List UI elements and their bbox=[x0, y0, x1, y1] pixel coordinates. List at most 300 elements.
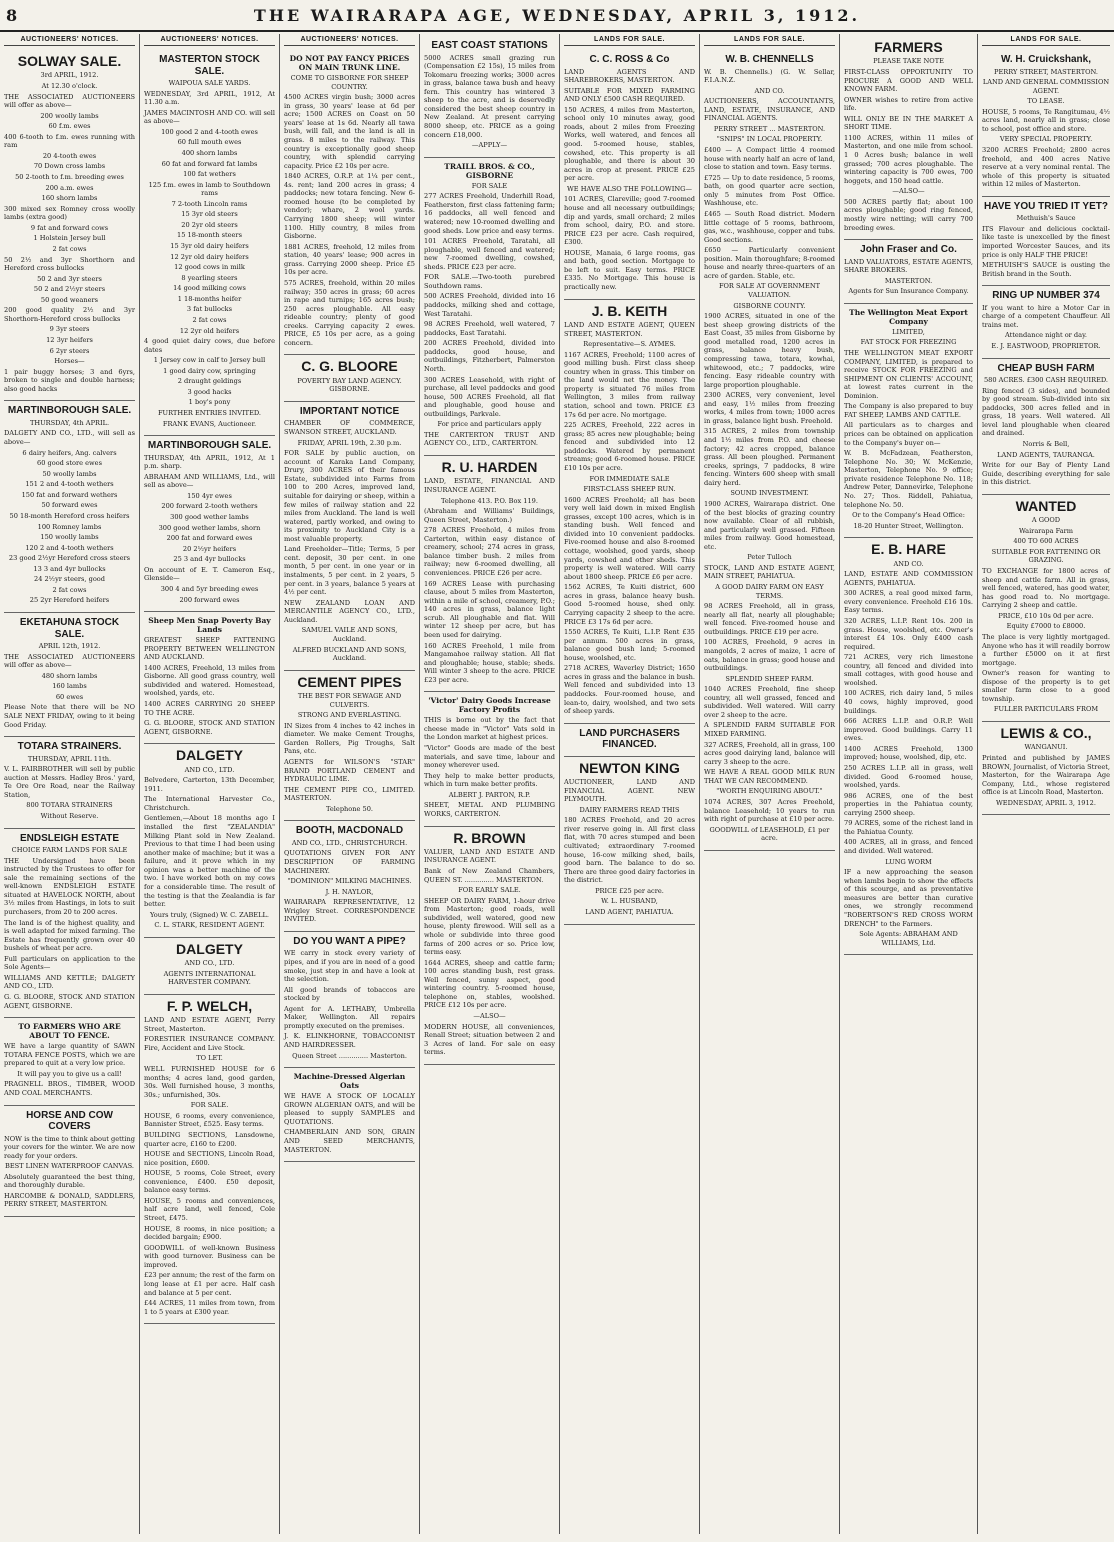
ad-text: 1 boy's pony bbox=[188, 398, 231, 407]
ad-text: 70 Down cross lambs bbox=[33, 162, 106, 171]
ad-text: FORESTIER INSURANCE COMPANY. Fire, Accident and Live Stock. bbox=[144, 1035, 275, 1052]
ad-text: 50 2-tooth to f.m. breeding ewes bbox=[15, 173, 124, 182]
ad-text: LAND, ESTATE AND COMMISSION AGENTS, PAHIATUA. bbox=[844, 570, 973, 587]
ad-text: LAND AND ESTATE AGENT, Perry Street, Masterton. bbox=[144, 1016, 275, 1033]
ad-heading: J. B. KEITH bbox=[591, 302, 668, 319]
ad-text: W. B. McFadzean, Featherston, Telephone No. 30; W. McKenzie, Masterton, Telephone No. 9 office; private residence Telephone No. 118; Andrew Peter, Dannevirke, Telephone No. 27; Thos. Riddell, Pahiatua, telephone No. 50. bbox=[844, 449, 973, 509]
ad-text: POVERTY BAY LAND AGENCY. GISBORNE. bbox=[297, 376, 402, 394]
ad-text: 6 dairy heifers, Ang. calvers bbox=[22, 448, 117, 457]
ad-text: 1644 ACRES, sheep and cattle farm; 100 acres standing bush, rest grass. Well fenced, sunny aspect, good wintering country. 5-roomed house, telephone on, stables, woolshed. PRICE £12 10s per acre. bbox=[424, 958, 555, 1010]
ad-text: FIRST-CLASS SHEEP RUN. bbox=[583, 485, 676, 494]
ad-text: 50 2½ and 3yr Shorthorn and Hereford cross bullocks bbox=[4, 255, 135, 273]
ad-text: The place is very lightly mortgaged. Anyone who has it will readily borrow a further £5000 on it at first mortgage. bbox=[982, 632, 1110, 667]
ad-text: G. G. BLOORE, STOCK AND STATION AGENT, GISBORNE. bbox=[4, 993, 135, 1010]
ad-text: FOR SALE.—Two-tooth purebred Southdown rams. bbox=[424, 273, 555, 290]
ad-text: IF a new approaching the season when lambs begin to show the effects of this scourge, and as preventative measures are better than curative ones, we strongly recommend "ROBERTSON'S RED CROSS WORM DRENCH" to the Farmers. bbox=[844, 868, 973, 928]
advertisement bbox=[4, 50, 135, 401]
ad-text: AUCTIONEER, LAND AND FINANCIAL AGENT. NEW PLYMOUTH. bbox=[564, 778, 695, 804]
ad-text: 200 ACRES Freehold, divided into paddocks, good house, and outbuildings, Fitzherbert, Palmerston North. bbox=[424, 339, 555, 373]
ad-text: Or to the Company's Head Office: bbox=[852, 511, 965, 520]
ad-text: PLEASE TAKE NOTE bbox=[873, 57, 944, 66]
ad-text: 400 shorn lambs bbox=[181, 148, 238, 157]
ad-text: 4 good quiet dairy cows, due before dates bbox=[144, 337, 275, 354]
ad-text: 721 ACRES, very rich limestone country, all fenced and divided into small cottages, with good house and woolshed. bbox=[844, 653, 973, 687]
ad-heading: 'Victor' Dairy Goods Increase Factory Profits bbox=[428, 696, 551, 715]
ad-text: WE have a large quantity of SAWN TOTARA FENCE POSTS, which we are prepared to quit at a very low price. bbox=[4, 1042, 135, 1068]
ad-text: LAND AGENTS, TAURANGA. bbox=[997, 450, 1095, 459]
ad-text: 1900 ACRES, Wairarapa district. One of the best blocks of grazing country now available. Clear of all rubbish, and particularly well grassed. Fifteen miles from railway. Good homestead, etc. bbox=[704, 499, 835, 551]
ad-text: NOW is the time to think about getting your covers for the winter. We are now ready for your orders. bbox=[4, 1134, 135, 1160]
ad-text: V. L. FAIRBROTHER will sell by public auction at Messrs. Hadley Bros.' yard, Te Ore Ore Road, near the Railway Station, bbox=[4, 765, 135, 799]
ad-text: WAIRARAPA REPRESENTATIVE, 12 Wrigley Street. CORRESPONDENCE INVITED. bbox=[284, 898, 415, 924]
ad-text: (Abraham and Williams' Buildings, Queen Street, Masterton.) bbox=[424, 507, 555, 524]
ad-text: LAND VALUATORS, ESTATE AGENTS, SHARE BROKERS. bbox=[844, 257, 973, 275]
ad-text: PRAGNELL BROS., TIMBER, WOOD AND COAL MERCHANTS. bbox=[4, 1080, 135, 1097]
advertisement bbox=[284, 932, 415, 1068]
ad-text: "DOMINION" MILKING MACHINES. bbox=[287, 877, 412, 886]
ad-text: THE CEMENT PIPE CO., LIMITED. MASTERTON. bbox=[284, 785, 415, 803]
ad-text: Wairarapa Farm bbox=[1018, 526, 1074, 535]
ad-heading: NEWTON KING bbox=[579, 759, 680, 776]
ad-text: THURSDAY, 4th APRIL, 1912, At 1 p.m. sharp. bbox=[144, 453, 275, 471]
ad-heading: C. G. BLOORE bbox=[301, 358, 398, 375]
ad-text: 79 ACRES, some of the richest land in the Pahiatua County. bbox=[844, 819, 973, 836]
ad-text: 160 lambs bbox=[52, 682, 87, 691]
ad-text: 3200 ACRES Freehold; 2800 acres freehold, and 400 acres Native reserve at a very nominal rental. The whole of this property is situated within 12 miles of Masterton. bbox=[982, 146, 1110, 189]
ad-text: 100 ACRES, rich dairy land, 5 miles 40 cows, highly improved, good buildings. bbox=[844, 689, 973, 715]
advertisement bbox=[564, 757, 695, 925]
ad-text: The International Harvester Co., Christchurch. bbox=[144, 795, 275, 812]
ad-text: 1 Holstein Jersey bull bbox=[33, 234, 106, 243]
ad-text: 1400 ACRES Freehold, 1300 improved; house, woolshed, dip, etc. bbox=[844, 744, 973, 762]
ad-text: 1900 ACRES, situated in one of the best sheep growing districts of the East Coast, 35 miles from Gisborne by good metalled road, 1200 acres in grass, balance heavy bush, compressing tawa, totara, kowhai, whitewood, etc.; 7 paddocks, wire fencing. Easy rideable country with large proportion ploughable. bbox=[704, 312, 835, 389]
ad-text: G. G. BLOORE, STOCK AND STATION AGENT, GISBORNE. bbox=[144, 719, 275, 736]
ad-text: LIMITED, bbox=[892, 327, 925, 336]
ad-text: 250 ACRES L.I.P. all in grass, well divided. Good 6-roomed house, woolshed, yards. bbox=[844, 763, 973, 790]
ad-heading: IMPORTANT NOTICE bbox=[299, 405, 400, 417]
ad-text: Belvedere, Carterton, 13th December, 1911. bbox=[144, 776, 275, 793]
ad-text: Absolutely guaranteed the best thing, and thoroughly durable. bbox=[4, 1172, 135, 1190]
ad-text: GOODWILL of well-known Business with good turnover. Business can be improved. bbox=[144, 1243, 275, 1269]
ad-heading: F. P. WELCH, bbox=[166, 997, 253, 1014]
ad-text: 300 mixed sex Romney cross woolly lambs (extra good) bbox=[4, 204, 135, 222]
ad-text: THE ASSOCIATED AUCTIONEERS will offer as above— bbox=[4, 652, 135, 670]
ad-text: 101 ACRES, Clareville; good 7-roomed house and all necessary outbuildings; dip and yards, small orchard; 2 miles from school, dairy, P.O. and store. PRICE £23 per acre. Cash required, £300. bbox=[564, 195, 695, 247]
ad-text: 1881 ACRES, freehold, 12 miles from station, 40 years' lease; 900 acres in grass. Carrying 2000 sheep. Price £5 10s per acre. bbox=[284, 242, 415, 277]
ad-heading: MASTERTON STOCK SALE. bbox=[159, 54, 260, 77]
ad-text: Owner's reason for wanting to dispose of the property is to get smaller farm close to a good township. bbox=[982, 669, 1110, 703]
ad-text: 480 shorn lambs bbox=[41, 671, 98, 680]
ad-text: SHEET, METAL AND PLUMBING WORKS, CARTERTON. bbox=[424, 801, 555, 818]
ad-text: WELL FURNISHED HOUSE for 6 months; 4 acres land, good garden, 30s. Well furnished house, 3 months, 30s.; unfurnished, 30s. bbox=[144, 1065, 275, 1099]
ad-text: 2 fat cows bbox=[52, 585, 87, 594]
column-5 bbox=[560, 34, 700, 1534]
column-header: LANDS FOR SALE. bbox=[704, 36, 835, 46]
ad-text: 1562 ACRES, Te Kuiti district, 600 acres in grass, balance heavy bush. Good 5-roomed house, shed only. Carrying capacity 2 sheep to the acre. PRICE £3 17s 6d per acre. bbox=[564, 583, 695, 626]
ad-text: 2 fat cows bbox=[192, 315, 227, 324]
ad-text: Norris & Bell, bbox=[1022, 440, 1070, 448]
ad-text: Ring fenced (3 sides), and bounded by good stream. Sub-divided into six paddocks, 300 acres felled and in grass, 18 years. Well watered. All level land ploughable when cleared and drained. bbox=[982, 386, 1110, 438]
ad-text: 151 2 and 4-tooth wethers bbox=[25, 480, 114, 489]
ad-text: ITS Flavour and delicious cocktail-like taste is unexcelled by the finest imported Worcester Sauces, and its price is only HALF THE PRICE! bbox=[982, 224, 1110, 259]
ad-heading: SOLWAY SALE. bbox=[17, 53, 122, 69]
ad-heading: TOTARA STRAINERS. bbox=[17, 741, 122, 753]
ad-text: AND CO., LTD. bbox=[184, 765, 235, 774]
ad-text: 400 TO 600 ACRES bbox=[1013, 537, 1079, 546]
ad-text: 1550 ACRES, Te Kuiti, L.I.P. Rent £35 per annum. 500 acres in grass, balance good bush land; 5-roomed house, woolshed, etc. bbox=[564, 628, 695, 662]
ad-text: LAND AGENT, PAHIATUA. bbox=[585, 907, 674, 916]
ad-text: DALGETY AND CO., LTD., will sell as above— bbox=[4, 429, 135, 447]
ad-text: CHAMBER OF COMMERCE, SWANSON STREET, AUCKLAND. bbox=[284, 419, 415, 437]
ad-text: FRANK EVANS, Auctioneer. bbox=[162, 419, 257, 428]
ad-heading: W. B. CHENNELLS bbox=[725, 54, 814, 65]
ad-heading: E. B. HARE bbox=[871, 541, 946, 558]
ad-text: SPLENDID SHEEP FARM. bbox=[725, 674, 814, 683]
ad-text: HOUSE, Manaia, 6 large rooms, gas and bath, good section. Mortgage to be left to suit. Easy terms. PRICE £335. No Mortgage. This house is practically new. bbox=[564, 248, 695, 291]
ad-text: 327 ACRES, Freehold, all in grass, 100 acres good dairying land, balance will carry 3 sheep to the acre. bbox=[704, 740, 835, 766]
column-6 bbox=[700, 34, 840, 1534]
ad-heading: R. BROWN bbox=[453, 829, 526, 846]
advertisement bbox=[4, 401, 135, 613]
ad-text: 278 ACRES Freehold, 4 miles from Carterton, within easy distance of creamery, school; 274 acres in grass, balance timber bush. 2 miles from railway; new 6-roomed dwelling, all conveniences. PRICE £26 per acre. bbox=[424, 526, 555, 578]
ad-text: THURSDAY, 4th APRIL. bbox=[29, 418, 110, 427]
advertisement bbox=[982, 50, 1110, 197]
ad-heading: DALGETY bbox=[176, 940, 243, 957]
ad-text: Horses— bbox=[54, 357, 85, 366]
ad-text: 50 18-month Hereford cross heifers bbox=[9, 511, 130, 520]
ad-text: 200 good quality 2½ and 3yr Shorthorn-Hereford cross bullocks bbox=[4, 306, 135, 323]
advertisement bbox=[284, 821, 415, 932]
ad-text: CHAMBERLAIN AND SON, GRAIN AND SEED MERCHANTS, MASTERTON. bbox=[284, 1128, 415, 1154]
ad-text: Peter Tulloch bbox=[747, 553, 792, 562]
ad-heading: Sheep Men Snap Poverty Bay Lands bbox=[148, 616, 271, 635]
ad-heading: RING UP NUMBER 374 bbox=[992, 290, 1100, 302]
ad-text: 15 18-month steers bbox=[177, 231, 242, 240]
ad-text: 15 3yr old dairy heifers bbox=[170, 242, 249, 250]
ad-text: 1600 ACRES Freehold; all has been very well laid down in mixed English grasses, except 100 acres, which is in standing bush. Well fenced and divided into 10 convenient paddocks. Five-roomed house and also 8-roomed cottage, woolshed, good yards, sheep yards, cowshed and other sheds. This property is well watered. Will carry about 1800 sheep. PRICE £6 per acre. bbox=[564, 495, 695, 581]
ad-text: VERY SPECIAL PROPERTY. bbox=[999, 135, 1093, 144]
ad-text: Representative—S. AYMES. bbox=[583, 340, 676, 349]
ad-text: CHOICE FARM LANDS FOR SALE bbox=[11, 846, 128, 855]
ad-text: 101 ACRES Freehold, Taratahi, all ploughable, well fenced and watered; new 7-roomed dwelling, cowshed, sheds. PRICE £23 per acre. bbox=[424, 237, 555, 271]
ad-text: Agents for Sun Insurance Company. bbox=[848, 287, 969, 296]
ad-text: 98 ACRES Freehold, well watered, 7 paddocks, East Taratahi. bbox=[424, 320, 555, 337]
ad-text: FURTHER ENTRIES INVITED. bbox=[157, 409, 262, 417]
ad-text: 300 ACRES, a real good mixed farm, every convenience. Freehold £16 10s. Easy terms. bbox=[844, 589, 973, 615]
ad-text: 60 fat and forward fat lambs bbox=[161, 159, 258, 168]
newspaper-title: THE WAIRARAPA AGE, WEDNESDAY, APRIL 3, 1912. bbox=[253, 6, 861, 25]
ad-heading: HAVE YOU TRIED IT YET? bbox=[984, 200, 1108, 212]
column-8 bbox=[978, 34, 1114, 1534]
ad-text: 150 fat and forward wethers bbox=[21, 490, 118, 499]
advertisement bbox=[844, 304, 973, 538]
ad-text: On account of E. T. Cameron Esq., Glenside— bbox=[144, 565, 275, 583]
ad-text: 100 fat wethers bbox=[183, 170, 236, 179]
ad-text: 277 ACRES Freehold, Underhill Road, Featherston, first class fattening farm; 16 paddocks, all well fenced and watered; new 10-roomed dwelling and good sheds. Low price and easy terms. bbox=[424, 192, 555, 235]
ad-text: 400 6-tooth to f.m. ewes running with ram bbox=[4, 132, 135, 150]
ad-text: 9 3yr steers bbox=[49, 325, 90, 334]
ad-text: THE WELLINGTON MEAT EXPORT COMPANY, LIMITED, is prepared to receive STOCK FOR FREEZING and SHIPMENT ON CLIENTS' ACCOUNT, at lowest rates current in the Dominion. bbox=[844, 348, 973, 400]
ad-text: ABRAHAM AND WILLIAMS, Ltd., will sell as above— bbox=[144, 472, 275, 490]
ad-heading: DO NOT PAY FANCY PRICES ON MAIN TRUNK LINE. bbox=[289, 54, 410, 72]
advertisement bbox=[424, 158, 555, 456]
ad-text: LAND AND ESTATE AGENT, QUEEN STREET, MASTERTON. bbox=[564, 320, 695, 338]
ad-text: QUOTATIONS GIVEN FOR ANY DESCRIPTION OF FARMING MACHINERY. bbox=[284, 849, 415, 875]
advertisement bbox=[4, 613, 135, 737]
ad-text: 180 ACRES Freehold, and 20 acres river reserve going in. All first class flat, with 70 acres stumped and been cultivated; extraordinary 7-roomed house, 16-cow milking shed, bails, good barn. The balance to do so. There are three good dairy factories in the district. bbox=[564, 816, 695, 885]
advertisement bbox=[844, 240, 973, 304]
ad-text: VALUER, LAND AND ESTATE AND INSURANCE AGENT. bbox=[424, 847, 555, 865]
advertisement bbox=[704, 50, 835, 851]
ad-text: HARCOMBE & DONALD, SADDLERS, PERRY STREET, MASTERTON. bbox=[4, 1191, 135, 1209]
ad-text: 60 f.m. ewes bbox=[48, 122, 91, 131]
ad-text: £725 — Up to date residence, 5 rooms, bath, on good quarter acre section, only 5 minutes from Post Office. Washhouse, etc. bbox=[704, 173, 835, 208]
ad-text: FOR SALE. bbox=[190, 1101, 229, 1110]
ad-text: Without Reserve. bbox=[40, 811, 99, 820]
ad-text: 2 fat cows bbox=[52, 244, 87, 253]
ad-heading: MARTINBOROUGH SALE. bbox=[7, 405, 132, 417]
ad-text: 200 a.m. ewes bbox=[45, 183, 94, 192]
ad-text: FIRST-CLASS OPPORTUNITY TO PROCURE A GOOD AND WELL KNOWN FARM. bbox=[844, 67, 973, 94]
ad-text: TO LEASE. bbox=[1027, 97, 1065, 106]
ad-text: 20 2½yr heifers bbox=[182, 544, 237, 553]
advertisement bbox=[144, 50, 275, 436]
ad-text: At 12.30 o'clock. bbox=[41, 81, 98, 90]
ad-text: 666 ACRES L.I.P. and O.R.P. Well improved. Good buildings. Carry 11 ewes. bbox=[844, 717, 973, 743]
ad-text: 169 ACRES Lease with purchasing clause, about 5 miles from Masterton, within a mile of school, creamery, P.O.; 140 acres in grass, balance light scrub. All ploughable and flat. Will winter 12 sheep per acre, but has been used for dairying. bbox=[424, 579, 555, 639]
ad-text: It will pay you to give us a call! bbox=[17, 1069, 122, 1078]
ad-text: Write for our Bay of Plenty Land Guide, describing everything for sale in this district. bbox=[982, 461, 1110, 487]
ad-text: HOUSE, 8 rooms, in nice position; a decided bargain; £900. bbox=[144, 1224, 275, 1242]
ad-text: THE ASSOCIATED AUCTIONEERS will offer as above— bbox=[4, 92, 135, 110]
advertisement bbox=[982, 495, 1110, 722]
ad-text: 6 2yr steers bbox=[49, 346, 90, 355]
ad-text: 50 forward ewes bbox=[41, 501, 98, 510]
ad-text: LAND, ESTATE, FINANCIAL AND INSURANCE AGENT. bbox=[424, 477, 555, 494]
column-header: AUCTIONEERS' NOTICES. bbox=[284, 36, 415, 46]
ad-text: 14 good milking cows bbox=[173, 284, 246, 293]
advertisement bbox=[982, 197, 1110, 286]
ad-text: Bank of New Zealand Chambers, QUEEN ST. .............. MASTERTON. bbox=[424, 867, 555, 884]
ad-heading: ENDSLEIGH ESTATE bbox=[19, 832, 120, 844]
ad-text: 60 ewes bbox=[55, 692, 84, 701]
ad-text: 4500 ACRES virgin bush; 3000 acres in grass, 30 years' lease at 6d per acre; 1500 ACRES on Coast on 50 years' lease at 1s 6d. Nearly all tawa bush, will fall, and the land is all in grass. 8 miles to the railway. This country is exceptionally good sheep country, with splendid carrying capacity. Price £2 10s per acre. bbox=[284, 93, 415, 170]
ad-text: FOR EARLY SALE. bbox=[458, 886, 521, 895]
advertisement bbox=[284, 1068, 415, 1162]
ad-text: 9 fat and forward cows bbox=[30, 223, 109, 232]
ad-text: 1074 ACRES, 307 Acres Freehold, balance Leasehold; 10 years to run with right of purchase at £10 per acre. bbox=[704, 797, 835, 824]
ad-text: C. L. STARK, RESIDENT AGENT. bbox=[154, 921, 265, 930]
ad-text: 3rd APRIL, 1912. bbox=[40, 71, 99, 80]
ad-text: IN Sizes from 4 inches to 42 inches in diameter. We make Cement Troughs, Garden Rollers, Pig Troughs, Salt Pans, etc. bbox=[284, 721, 415, 756]
column-header: LANDS FOR SALE. bbox=[564, 36, 695, 46]
column-1 bbox=[0, 34, 140, 1534]
ad-text: 300 good wether lambs bbox=[170, 513, 249, 521]
advertisement bbox=[4, 829, 135, 1019]
ad-heading: TRAILL BROS. & CO., GISBORNE bbox=[444, 161, 535, 180]
ad-heading: DALGETY bbox=[176, 747, 243, 764]
ad-text: COME TO GISBORNE FOR SHEEP COUNTRY. bbox=[290, 74, 409, 91]
advertisement bbox=[844, 538, 973, 955]
ad-text: AND CO., LTD. bbox=[184, 959, 235, 968]
ad-text: A SPLENDID FARM SUITABLE FOR MIXED FARMING. bbox=[704, 721, 835, 738]
ad-text: 3 fat bullocks bbox=[186, 305, 233, 314]
ad-text: 400 ACRES, all in grass, and fenced and divided. Well watered. bbox=[844, 838, 973, 856]
ad-text: 986 ACRES, one of the best properties in the Pahiatua county, carrying 2500 sheep. bbox=[844, 791, 973, 817]
ad-text: JAMES MACINTOSH AND CO. will sell as above— bbox=[144, 108, 275, 126]
ad-text: TO EXCHANGE for 1800 acres of sheep and cattle farm. All in grass, well fenced, watered, has good water, has good road to. No mortgage. Carrying 2 sheep and cattle. bbox=[982, 567, 1110, 610]
ad-text: WEDNESDAY, 3rd APRIL, 1912, At 11.30 a.m. bbox=[144, 89, 275, 107]
ad-text: PERRY STREET, MASTERTON. bbox=[994, 67, 1098, 76]
ad-text: WE HAVE A STOCK OF LOCALLY GROWN ALGERIAN OATS, and will be pleased to supply SAMPLES and QUOTATIONS. bbox=[284, 1092, 415, 1126]
ad-text: 100 ACRES, Freehold, 9 acres in mangolds, 2 acres of maize, 1 acre of oats, balance in grass; good house and outbuildings. bbox=[704, 638, 835, 673]
ad-text: BEST LINEN WATERPROOF CANVAS. bbox=[4, 1162, 135, 1171]
ad-text: Printed and published by JAMES BROWN, Journalist, of Victoria Street, Masterton, for the Wairarapa Age Company, Ltd., whose registered office is at Lincoln Road, Masterton. bbox=[982, 753, 1110, 797]
ad-heading: LAND PURCHASERS FINANCED. bbox=[579, 727, 680, 751]
ad-text: SOUND INVESTMENT. bbox=[730, 489, 809, 498]
ad-text: 1 good dairy cow, springing bbox=[163, 366, 256, 375]
ad-text: SAMUEL VAILE AND SONS, Auckland. bbox=[301, 626, 398, 643]
ad-text: —ALSO— bbox=[473, 1012, 506, 1021]
ad-text: GISBORNE COUNTY. bbox=[733, 301, 806, 310]
ad-text: PRICE £25 per acre. bbox=[595, 886, 664, 895]
advertisement bbox=[564, 724, 695, 757]
ad-text: 98 ACRES Freehold, all in grass, nearly all flat, nearly all ploughable; well fenced. Five-roomed house and outbuildings. PRICE £19 per acre. bbox=[704, 602, 835, 636]
ad-text: —APPLY— bbox=[471, 141, 508, 150]
ad-text: METHUISH'S SAUCE is ousting the British brand in the South. bbox=[982, 261, 1110, 278]
advertisement bbox=[284, 671, 415, 822]
ad-text: SHEEP OR DAIRY FARM, 1-hour drive from Masterton; good roads, well subdivided, well watered, good new house, plenty firewood. Will sell as a whole or subdivide into three good farms of 200 acres or so. Price low, terms easy. bbox=[424, 896, 555, 957]
ad-text: AGENTS INTERNATIONAL HARVESTER COMPANY. bbox=[163, 969, 256, 987]
ad-heading: C. C. ROSS & Co bbox=[589, 54, 670, 65]
advertisement bbox=[424, 456, 555, 692]
ad-text: J. K. ELINKHORNE, TOBACCONIST AND HAIRDRESSER. bbox=[284, 1032, 415, 1050]
ad-text: FOR SALE bbox=[471, 181, 508, 190]
column-4 bbox=[420, 34, 560, 1534]
ad-text: 15 3yr old steers bbox=[181, 210, 238, 219]
ad-text: SUITABLE FOR FATTENING OR GRAZING. bbox=[991, 547, 1101, 565]
ad-text: Queen Street .............. Masterton. bbox=[292, 1051, 407, 1060]
ad-heading: John Fraser and Co. bbox=[860, 244, 957, 256]
ad-text: 1 Jersey cow in calf to Jersey bull bbox=[153, 356, 266, 365]
ad-text: FOR SALE AT GOVERNMENT VALUATION. bbox=[718, 282, 821, 299]
ad-text: HOUSE, 5 rooms, Cole Street, every convenience, £400. £50 deposit, balance easy terms. bbox=[144, 1169, 275, 1195]
ad-heading: CHEAP BUSH FARM bbox=[997, 362, 1095, 374]
ad-text: SUITABLE FOR MIXED FARMING AND ONLY £500 CASH REQUIRED. bbox=[564, 86, 695, 104]
ad-text: THE Undersigned have been instructed by the Trustees to offer for sale the remaining sections of the well-known ENDSLEIGH ESTATE situated at HAVELOCK NORTH, about 3½ miles from Hastings, in lots to suit purchasers, from 20 to 200 acres. bbox=[4, 856, 135, 916]
ad-text: AUCTIONEERS, ACCOUNTANTS, LAND, ESTATE, INSURANCE, AND FINANCIAL AGENTS. bbox=[704, 97, 835, 123]
ad-heading: HORSE AND COW COVERS bbox=[26, 1109, 113, 1133]
ad-text: 100 Romney lambs bbox=[37, 522, 102, 531]
ad-text: 12 2yr old heifers bbox=[179, 326, 240, 335]
ad-text: For price and particulars apply bbox=[437, 420, 542, 429]
column-3 bbox=[280, 34, 420, 1534]
ad-text: Sole Agents: ABRAHAM AND WILLIAMS, Ltd. bbox=[859, 930, 958, 947]
ad-text: Yours truly, (Signed) W. C. ZABELL. bbox=[150, 910, 269, 919]
ad-text: 50 2 and 2½yr steers bbox=[33, 285, 106, 294]
ad-text: THIS is borne out by the fact that cheese made in "Victor" Vats sold in the London market at highest prices. bbox=[424, 716, 555, 742]
ad-text: 500 ACRES partly flat; about 100 acres ploughable; good ring fenced, mostly wire netting; will carry 700 breeding ewes. bbox=[844, 197, 973, 232]
ad-text: 18-20 Hunter Street, Wellington. bbox=[853, 521, 964, 530]
ad-text: 1040 ACRES Freehold, fine sheep country, all well grassed, fenced and subdivided. Well watered. Will carry over 2 sheep to the acre. bbox=[704, 685, 835, 719]
ad-heading: EKETAHUNA STOCK SALE. bbox=[19, 617, 120, 640]
ad-text: AND CO., LTD., CHRISTCHURCH. bbox=[291, 838, 408, 847]
ad-text: £44 ACRES, 11 miles from town, from 1 to 5 years at £300 year. bbox=[144, 1299, 275, 1316]
ad-text: TO LET. bbox=[196, 1054, 223, 1063]
ad-text: BUILDING SECTIONS, Lansdowne, quarter acre, £160 to £200. bbox=[144, 1130, 275, 1148]
ad-text: 150 4yr ewes bbox=[187, 491, 232, 500]
ad-heading: BOOTH, MACDONALD bbox=[295, 825, 404, 837]
ad-heading: The Wellington Meat Export Company bbox=[849, 307, 968, 326]
ad-text: WILLIAMS AND KETTLE; DALGETY AND CO., LTD. bbox=[4, 973, 135, 991]
ad-text: WE HAVE A REAL GOOD MILK RUN THAT WE CAN RECOMMEND. bbox=[704, 768, 835, 785]
ad-text: 60 full mouth ewes bbox=[177, 138, 242, 147]
ad-text: All good brands of tobaccos are stocked by bbox=[284, 985, 415, 1003]
ad-text: E. J. EASTWOOD, PROPRIETOR. bbox=[991, 342, 1101, 350]
column-header: AUCTIONEERS' NOTICES. bbox=[144, 36, 275, 46]
ad-text: 13 3 and 4yr bullocks bbox=[33, 564, 106, 573]
ad-text: 3 good hacks bbox=[187, 387, 232, 396]
ad-text: 50 good weaners bbox=[40, 295, 99, 304]
ad-text: "WORTH ENQUIRING ABOUT." bbox=[716, 787, 823, 796]
ad-text: WEDNESDAY, APRIL 3, 1912. bbox=[996, 798, 1096, 807]
ad-text: £650 — Particularly convenient position. Main thoroughfare; 8-roomed house and nearly three-quarters of an acre of garden. Stable, etc. bbox=[704, 246, 835, 280]
ad-text: 2300 ACRES, very convenient, level and easy, 1½ miles from freezing works, 4 miles from town; 1000 acres in grass, balance light bush. Freehold. bbox=[704, 391, 835, 425]
ad-text: W. B. Chennells.) (G. W. Sellar, F.I.A.N.Z. bbox=[704, 67, 835, 85]
ad-text: 50 woolly lambs bbox=[42, 469, 97, 478]
ad-text: APRIL 12th, 1912. bbox=[38, 642, 101, 651]
advertisement bbox=[4, 1106, 135, 1218]
ad-text: NEW ZEALAND LOAN AND MERCANTILE AGENCY CO., LTD., Auckland. bbox=[284, 598, 415, 624]
ad-text: MODERN HOUSE, all conveniences, Renall Street; situation between 2 and 3 Acres of land. For sale on easy terms. bbox=[424, 1022, 555, 1057]
ad-heading: TO FARMERS WHO ARE ABOUT TO FENCE. bbox=[18, 1022, 121, 1041]
masthead bbox=[0, 0, 1114, 32]
ad-text: FAT STOCK FOR FREEZING bbox=[860, 338, 957, 347]
advertisement bbox=[144, 436, 275, 612]
ad-text: A GOOD DAIRY FARM ON EASY TERMS. bbox=[715, 583, 824, 600]
advertisement bbox=[284, 402, 415, 671]
ad-text: 1 18-months heifer bbox=[177, 294, 242, 303]
ad-text: 2718 ACRES, Waverley District; 1650 acres in grass and the balance in bush. Well fenced and subdivided into 13 paddocks. Four-roomed house, and lean-to, dairy, woolshed, and two sets of sheep yards. bbox=[564, 664, 695, 716]
ad-text: 12 2yr old dairy heifers bbox=[170, 252, 249, 261]
ad-text: Full particulars on application to the Sole Agents— bbox=[4, 954, 135, 972]
ad-text: OWNER wishes to retire from active life. bbox=[844, 95, 973, 113]
advertisement bbox=[144, 612, 275, 744]
ad-text: 60 good store ewes bbox=[37, 459, 102, 468]
ad-text: 315 ACRES, 2 miles from township and 1½ miles from P.O. and cheese factory; 42 acres cropped, balance grass. All been ploughed. Permanent creeks, springs, 7 paddocks, 8 wire fencing. Winters 600 sheep with small dairy herd. bbox=[704, 427, 835, 487]
ad-text: AGENTS for WILSON'S "STAR" BRAND PORTLAND CEMENT and HYDRAULIC LIME. bbox=[284, 757, 415, 784]
ad-text: LAND AGENTS AND SHAREBROKERS, MASTERTON. bbox=[564, 67, 695, 85]
ad-text: WANGANUI. bbox=[1024, 743, 1068, 752]
ad-text: 150 woolly lambs bbox=[40, 533, 99, 542]
ad-text: Telephone 413. P.O. Box 119. bbox=[441, 496, 538, 505]
ad-text: THURSDAY, APRIL 11th. bbox=[27, 754, 112, 763]
ad-heading: FARMERS bbox=[874, 39, 943, 55]
ad-text: 20 4-tooth ewes bbox=[42, 151, 97, 160]
ad-text: LUNG WORM bbox=[885, 857, 932, 866]
ad-text: STOCK, LAND AND ESTATE AGENT, MAIN STREET, PAHIATUA. bbox=[704, 563, 835, 581]
ad-text: PERRY STREET ... MASTERTON. bbox=[713, 124, 826, 133]
ad-text: 300 4 and 5yr breeding ewes bbox=[160, 584, 259, 593]
advertisement bbox=[982, 359, 1110, 495]
advertisement bbox=[424, 827, 555, 1065]
ad-text: THE CARTERTON TRUST AND AGENCY CO., LTD., CARTERTON. bbox=[424, 430, 555, 448]
ad-text: 575 ACRES, freehold, within 20 miles railway; 350 acres in grass; 60 acres in rape and turnips; 165 acres bush; 250 acres ploughable. All easy rideable country; plenty of good creeks. Carrying capacity 2 ewes. PRICE, £5 10s per acre, as a going concern. bbox=[284, 278, 415, 347]
ad-text: They help to make better products, which in turn make better profits. bbox=[424, 771, 555, 789]
ad-text: 500 ACRES Freehold, divided into 16 paddocks, milking shed and cottage, West Taratahi. bbox=[424, 292, 555, 318]
ad-text: DAIRY FARMERS READ THIS bbox=[579, 805, 680, 814]
ad-text: 200 forward ewes bbox=[179, 595, 240, 604]
